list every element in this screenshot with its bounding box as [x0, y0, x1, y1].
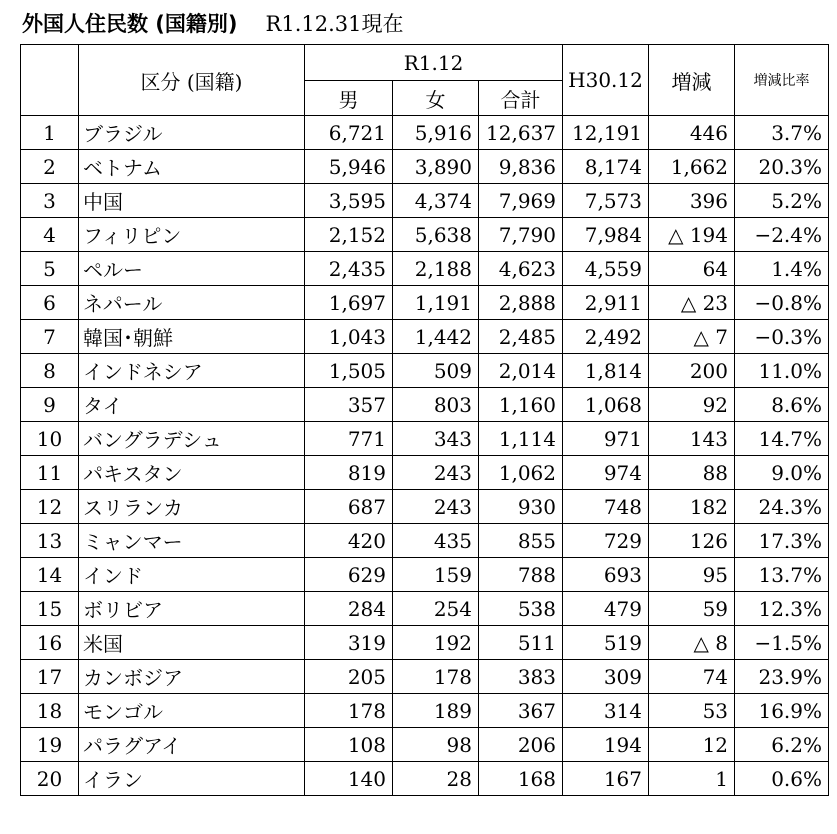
- country-cell: ベトナム: [79, 150, 305, 184]
- rank-cell: 15: [21, 592, 79, 626]
- previous-cell: 7,984: [563, 218, 649, 252]
- total-header: 合計: [479, 81, 563, 116]
- total-cell: 7,790: [479, 218, 563, 252]
- female-cell: 98: [393, 728, 479, 762]
- change-cell: 126: [649, 524, 735, 558]
- male-cell: 140: [305, 762, 393, 796]
- change-cell: 74: [649, 660, 735, 694]
- ratio-cell: −0.8%: [735, 286, 829, 320]
- document-title: [22, 8, 403, 38]
- female-cell: 803: [393, 388, 479, 422]
- previous-cell: 7,573: [563, 184, 649, 218]
- table-row: [21, 252, 829, 286]
- female-cell: 254: [393, 592, 479, 626]
- previous-cell: 194: [563, 728, 649, 762]
- rank-cell: 6: [21, 286, 79, 320]
- female-cell: 5,638: [393, 218, 479, 252]
- total-cell: 168: [479, 762, 563, 796]
- total-cell: 538: [479, 592, 563, 626]
- ratio-cell: 14.7%: [735, 422, 829, 456]
- male-cell: 2,435: [305, 252, 393, 286]
- rank-cell: 17: [21, 660, 79, 694]
- total-cell: 7,969: [479, 184, 563, 218]
- ratio-cell: 16.9%: [735, 694, 829, 728]
- table-row: [21, 116, 829, 150]
- change-cell: 200: [649, 354, 735, 388]
- table-row: [21, 354, 829, 388]
- female-cell: 4,374: [393, 184, 479, 218]
- total-cell: 1,114: [479, 422, 563, 456]
- previous-cell: 479: [563, 592, 649, 626]
- female-cell: 509: [393, 354, 479, 388]
- change-cell: 64: [649, 252, 735, 286]
- table-row: [21, 524, 829, 558]
- table-row: [21, 558, 829, 592]
- change-cell: △ 8: [649, 626, 735, 660]
- previous-cell: 693: [563, 558, 649, 592]
- country-cell: タイ: [79, 388, 305, 422]
- ratio-cell: 17.3%: [735, 524, 829, 558]
- male-cell: 629: [305, 558, 393, 592]
- rank-cell: 11: [21, 456, 79, 490]
- change-ratio-header: 増減比率: [735, 45, 829, 116]
- total-cell: 855: [479, 524, 563, 558]
- change-cell: 59: [649, 592, 735, 626]
- ratio-cell: 13.7%: [735, 558, 829, 592]
- change-cell: 12: [649, 728, 735, 762]
- female-cell: 343: [393, 422, 479, 456]
- country-cell: 韓国･朝鮮: [79, 320, 305, 354]
- male-cell: 178: [305, 694, 393, 728]
- total-cell: 4,623: [479, 252, 563, 286]
- total-cell: 1,160: [479, 388, 563, 422]
- change-cell: △ 23: [649, 286, 735, 320]
- total-cell: 788: [479, 558, 563, 592]
- male-cell: 2,152: [305, 218, 393, 252]
- previous-cell: 519: [563, 626, 649, 660]
- change-cell: 88: [649, 456, 735, 490]
- male-cell: 687: [305, 490, 393, 524]
- country-cell: スリランカ: [79, 490, 305, 524]
- rank-cell: 8: [21, 354, 79, 388]
- female-cell: 28: [393, 762, 479, 796]
- male-cell: 205: [305, 660, 393, 694]
- table-row: [21, 490, 829, 524]
- table-title: 外国人住民数 (国籍別): [22, 12, 238, 36]
- ratio-cell: 24.3%: [735, 490, 829, 524]
- country-cell: カンボジア: [79, 660, 305, 694]
- rank-cell: 10: [21, 422, 79, 456]
- country-cell: パキスタン: [79, 456, 305, 490]
- change-cell: 396: [649, 184, 735, 218]
- rank-cell: 13: [21, 524, 79, 558]
- country-cell: インドネシア: [79, 354, 305, 388]
- total-cell: 1,062: [479, 456, 563, 490]
- female-cell: 1,191: [393, 286, 479, 320]
- change-cell: 1: [649, 762, 735, 796]
- total-cell: 367: [479, 694, 563, 728]
- male-header: 男: [305, 81, 393, 116]
- ratio-cell: 23.9%: [735, 660, 829, 694]
- female-cell: 435: [393, 524, 479, 558]
- country-cell: ミャンマー: [79, 524, 305, 558]
- rank-cell: 19: [21, 728, 79, 762]
- country-cell: フィリピン: [79, 218, 305, 252]
- ratio-cell: 3.7%: [735, 116, 829, 150]
- country-cell: ペルー: [79, 252, 305, 286]
- total-cell: 9,836: [479, 150, 563, 184]
- rank-cell: 4: [21, 218, 79, 252]
- change-cell: 182: [649, 490, 735, 524]
- change-cell: 446: [649, 116, 735, 150]
- rank-cell: 7: [21, 320, 79, 354]
- female-cell: 5,916: [393, 116, 479, 150]
- table-row: [21, 456, 829, 490]
- ratio-cell: 8.6%: [735, 388, 829, 422]
- table-row: [21, 184, 829, 218]
- table-row: [21, 728, 829, 762]
- rank-cell: 9: [21, 388, 79, 422]
- previous-cell: 4,559: [563, 252, 649, 286]
- table-row: [21, 592, 829, 626]
- change-cell: △ 7: [649, 320, 735, 354]
- previous-cell: 2,911: [563, 286, 649, 320]
- female-cell: 1,442: [393, 320, 479, 354]
- previous-cell: 1,068: [563, 388, 649, 422]
- country-cell: モンゴル: [79, 694, 305, 728]
- male-cell: 420: [305, 524, 393, 558]
- rank-header: [21, 45, 79, 116]
- previous-cell: 1,814: [563, 354, 649, 388]
- previous-cell: 12,191: [563, 116, 649, 150]
- total-cell: 2,485: [479, 320, 563, 354]
- previous-cell: 309: [563, 660, 649, 694]
- ratio-cell: 12.3%: [735, 592, 829, 626]
- male-cell: 357: [305, 388, 393, 422]
- ratio-cell: 20.3%: [735, 150, 829, 184]
- total-cell: 930: [479, 490, 563, 524]
- female-cell: 189: [393, 694, 479, 728]
- female-cell: 159: [393, 558, 479, 592]
- as-of-date: R1.12.31現在: [265, 12, 404, 36]
- ratio-cell: −0.3%: [735, 320, 829, 354]
- rank-cell: 12: [21, 490, 79, 524]
- table-row: [21, 422, 829, 456]
- change-cell: 92: [649, 388, 735, 422]
- country-cell: イラン: [79, 762, 305, 796]
- male-cell: 771: [305, 422, 393, 456]
- change-cell: 143: [649, 422, 735, 456]
- table-row: [21, 626, 829, 660]
- table-row: [21, 286, 829, 320]
- total-cell: 206: [479, 728, 563, 762]
- total-cell: 2,014: [479, 354, 563, 388]
- female-cell: 192: [393, 626, 479, 660]
- change-cell: △ 194: [649, 218, 735, 252]
- previous-cell: 167: [563, 762, 649, 796]
- female-cell: 243: [393, 490, 479, 524]
- previous-cell: 314: [563, 694, 649, 728]
- previous-cell: 729: [563, 524, 649, 558]
- male-cell: 319: [305, 626, 393, 660]
- rank-cell: 14: [21, 558, 79, 592]
- male-cell: 6,721: [305, 116, 393, 150]
- rank-cell: 5: [21, 252, 79, 286]
- rank-cell: 2: [21, 150, 79, 184]
- table-row: [21, 762, 829, 796]
- rank-cell: 18: [21, 694, 79, 728]
- country-cell: 中国: [79, 184, 305, 218]
- table-row: [21, 694, 829, 728]
- country-cell: インド: [79, 558, 305, 592]
- change-cell: 53: [649, 694, 735, 728]
- ratio-cell: 6.2%: [735, 728, 829, 762]
- male-cell: 108: [305, 728, 393, 762]
- previous-cell: 8,174: [563, 150, 649, 184]
- previous-cell: 748: [563, 490, 649, 524]
- male-cell: 819: [305, 456, 393, 490]
- male-cell: 1,697: [305, 286, 393, 320]
- male-cell: 5,946: [305, 150, 393, 184]
- ratio-cell: 5.2%: [735, 184, 829, 218]
- male-cell: 1,505: [305, 354, 393, 388]
- change-cell: 1,662: [649, 150, 735, 184]
- current-period-header: R1.12: [305, 45, 563, 81]
- ratio-cell: 0.6%: [735, 762, 829, 796]
- male-cell: 3,595: [305, 184, 393, 218]
- previous-cell: 2,492: [563, 320, 649, 354]
- rank-cell: 20: [21, 762, 79, 796]
- previous-cell: 971: [563, 422, 649, 456]
- female-cell: 2,188: [393, 252, 479, 286]
- country-cell: 米国: [79, 626, 305, 660]
- ratio-cell: −1.5%: [735, 626, 829, 660]
- header-row-1: [21, 45, 829, 81]
- table-row: [21, 388, 829, 422]
- country-cell: バングラデシュ: [79, 422, 305, 456]
- female-cell: 3,890: [393, 150, 479, 184]
- change-cell: 95: [649, 558, 735, 592]
- total-cell: 12,637: [479, 116, 563, 150]
- country-cell: ネパール: [79, 286, 305, 320]
- previous-cell: 974: [563, 456, 649, 490]
- male-cell: 284: [305, 592, 393, 626]
- country-cell: ブラジル: [79, 116, 305, 150]
- ratio-cell: 9.0%: [735, 456, 829, 490]
- ratio-cell: 11.0%: [735, 354, 829, 388]
- table-row: [21, 320, 829, 354]
- ratio-cell: 1.4%: [735, 252, 829, 286]
- female-cell: 178: [393, 660, 479, 694]
- country-cell: ボリビア: [79, 592, 305, 626]
- ratio-cell: −2.4%: [735, 218, 829, 252]
- rank-cell: 16: [21, 626, 79, 660]
- total-cell: 511: [479, 626, 563, 660]
- rank-cell: 3: [21, 184, 79, 218]
- female-header: 女: [393, 81, 479, 116]
- table-row: [21, 660, 829, 694]
- country-cell: パラグアイ: [79, 728, 305, 762]
- total-cell: 383: [479, 660, 563, 694]
- female-cell: 243: [393, 456, 479, 490]
- table-row: [21, 150, 829, 184]
- male-cell: 1,043: [305, 320, 393, 354]
- table-row: [21, 218, 829, 252]
- previous-period-header: H30.12: [563, 45, 649, 116]
- foreign-residents-table: [20, 44, 829, 796]
- rank-cell: 1: [21, 116, 79, 150]
- category-header: 区分 (国籍): [79, 45, 305, 116]
- total-cell: 2,888: [479, 286, 563, 320]
- change-header: 増減: [649, 45, 735, 116]
